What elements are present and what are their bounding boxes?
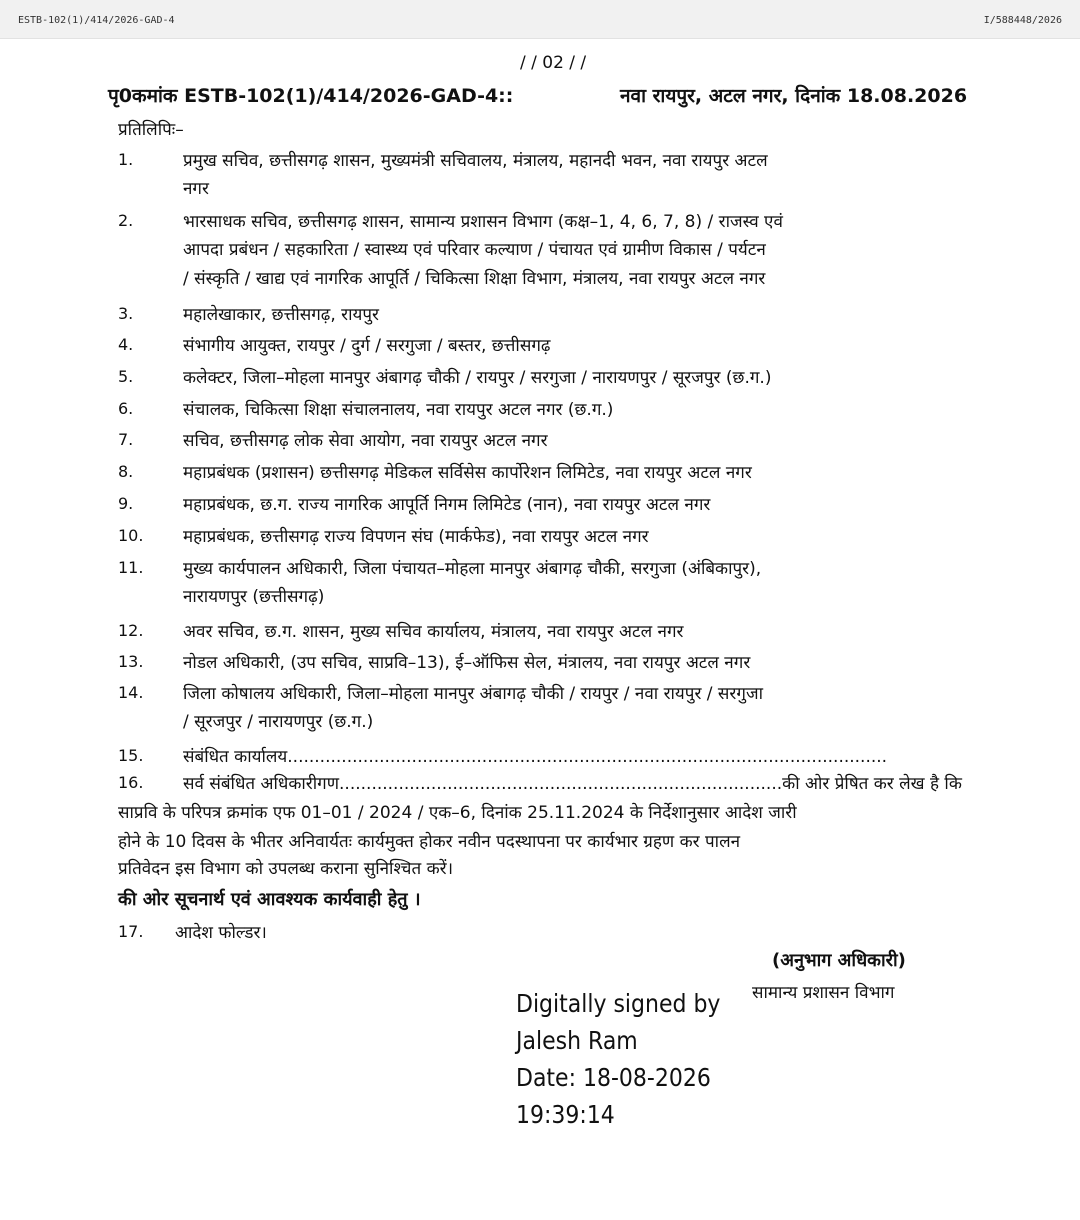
item-number: 11. bbox=[118, 558, 144, 577]
item-number: 3. bbox=[118, 304, 134, 323]
item-text-line: नगर bbox=[183, 179, 209, 199]
dsig-line: Date: 18-08-2026 bbox=[516, 1063, 711, 1092]
signatory-department: सामान्य प्रशासन विभाग bbox=[752, 983, 895, 1003]
signatory-title: (अनुभाग अधिकारी) bbox=[772, 950, 906, 971]
item-number: 2. bbox=[118, 211, 134, 230]
item-text-line: प्रमुख सचिव, छत्तीसगढ़ शासन, मुख्यमंत्री सचिवालय, मंत्रालय, महानदी भवन, नवा रायपुर अटल bbox=[183, 151, 768, 171]
item-text-line: जिला कोषालय अधिकारी, जिला–मोहला मानपुर अंबागढ़ चौकी / रायपुर / नवा रायपुर / सरगुजा bbox=[183, 684, 763, 704]
item-number: 9. bbox=[118, 494, 134, 513]
item-number: 8. bbox=[118, 462, 134, 481]
dsig-line: 19:39:14 bbox=[516, 1100, 615, 1129]
item-number: 5. bbox=[118, 367, 134, 386]
item-number: 14. bbox=[118, 683, 144, 702]
para16-line-1: साप्रवि के परिपत्र क्रमांक एफ 01–01 / 2024 / एक–6, दिनांक 25.11.2024 के निर्देशानुसार आदेश जारी bbox=[118, 803, 797, 823]
item-number: 12. bbox=[118, 621, 144, 640]
document-header-bar bbox=[0, 0, 1080, 39]
item-text-line: नोडल अधिकारी, (उप सचिव, साप्रवि–13), ई–ऑफिस सेल, मंत्रालय, नवा रायपुर अटल नगर bbox=[183, 653, 751, 673]
page-number: / / 02 / / bbox=[520, 53, 587, 73]
item-text-line: महालेखाकार, छत्तीसगढ़, रायपुर bbox=[183, 305, 379, 325]
item-text-line: मुख्य कार्यपालन अधिकारी, जिला पंचायत–मोहला मानपुर अंबागढ़ चौकी, सरगुजा (अंबिकापुर), bbox=[183, 559, 762, 579]
item-text-line: सचिव, छत्तीसगढ़ लोक सेवा आयोग, नवा रायपुर अटल नगर bbox=[183, 431, 548, 451]
item-number: 1. bbox=[118, 150, 134, 169]
action-line: की ओर सूचनार्थ एवं आवश्यक कार्यवाही हेतु । bbox=[118, 889, 421, 910]
item-text-line: कलेक्टर, जिला–मोहला मानपुर अंबागढ़ चौकी / रायपुर / सरगुजा / नारायणपुर / सूरजपुर (छ.ग.) bbox=[183, 368, 772, 388]
item-text-line: भारसाधक सचिव, छत्तीसगढ़ शासन, सामान्य प्रशासन विभाग (कक्ष–1, 4, 6, 7, 8) / राजस्व एवं bbox=[183, 212, 783, 232]
item-text-line: संबंधित कार्यालय............................................................................................................... bbox=[183, 747, 888, 767]
item-text-line: संभागीय आयुक्त, रायपुर / दुर्ग / सरगुजा / बस्तर, छत्तीसगढ़ bbox=[183, 336, 551, 356]
file-number-left: ESTB-102(1)/414/2026-GAD-4 bbox=[18, 15, 175, 26]
item-number: 4. bbox=[118, 335, 134, 354]
place-date: नवा रायपुर, अटल नगर, दिनांक 18.08.2026 bbox=[620, 85, 968, 107]
item-text-line: / सूरजपुर / नारायणपुर (छ.ग.) bbox=[183, 712, 374, 732]
item-number: 16. bbox=[118, 773, 144, 792]
item-text-line: महाप्रबंधक, छ.ग. राज्य नागरिक आपूर्ति निगम लिमिटेड (नान), नवा रायपुर अटल नगर bbox=[183, 495, 711, 515]
item-text-line: / संस्कृति / खाद्य एवं नागरिक आपूर्ति / चिकित्सा शिक्षा विभाग, मंत्रालय, नवा रायपुर अटल नगर bbox=[183, 269, 766, 289]
item-text-line: आपदा प्रबंधन / सहकारिता / स्वास्थ्य एवं परिवार कल्याण / पंचायत एवं ग्रामीण विकास / पर्यटन bbox=[183, 240, 766, 260]
digital-signature bbox=[516, 985, 727, 1133]
item-number: 15. bbox=[118, 746, 144, 765]
item-number: 6. bbox=[118, 399, 134, 418]
item-text-line: अवर सचिव, छ.ग. शासन, मुख्य सचिव कार्यालय, मंत्रालय, नवा रायपुर अटल नगर bbox=[183, 622, 684, 642]
item-17-text: आदेश फोल्डर। bbox=[175, 923, 267, 943]
item-number: 13. bbox=[118, 652, 144, 671]
dsig-line: Digitally signed by bbox=[516, 989, 721, 1018]
file-number-right: I/588448/2026 bbox=[983, 15, 1062, 26]
dsig-line: Jalesh Ram bbox=[516, 1026, 638, 1055]
item-text-line: नारायणपुर (छत्तीसगढ़) bbox=[183, 587, 325, 607]
para16-line-3: प्रतिवेदन इस विभाग को उपलब्ध कराना सुनिश्चित करें। bbox=[118, 859, 454, 879]
item-number: 7. bbox=[118, 430, 134, 449]
item-text-line: महाप्रबंधक (प्रशासन) छत्तीसगढ़ मेडिकल सर्विसेस कार्पोरेशन लिमिटेड, नवा रायपुर अटल नगर bbox=[183, 463, 752, 483]
item-text-line: महाप्रबंधक, छत्तीसगढ़ राज्य विपणन संघ (मार्कफेड), नवा रायपुर अटल नगर bbox=[183, 527, 649, 547]
item-17-number: 17. bbox=[118, 922, 144, 941]
item-text-line: सर्व संबंधित अधिकारीगण..................................................................................की ओर प्रेषित कर लेख है कि bbox=[183, 774, 962, 794]
item-number: 10. bbox=[118, 526, 144, 545]
para16-line-2: होने के 10 दिवस के भीतर अनिवार्यतः कार्यमुक्त होकर नवीन पदस्थापना पर कार्यभार ग्रहण कर पालन bbox=[118, 832, 741, 852]
copy-to-label: प्रतिलिपिः– bbox=[118, 120, 184, 140]
item-text-line: संचालक, चिकित्सा शिक्षा संचालनालय, नवा रायपुर अटल नगर (छ.ग.) bbox=[183, 400, 614, 420]
reference-number: पृ0कमांक ESTB-102(1)/414/2026-GAD-4:: bbox=[108, 85, 514, 107]
